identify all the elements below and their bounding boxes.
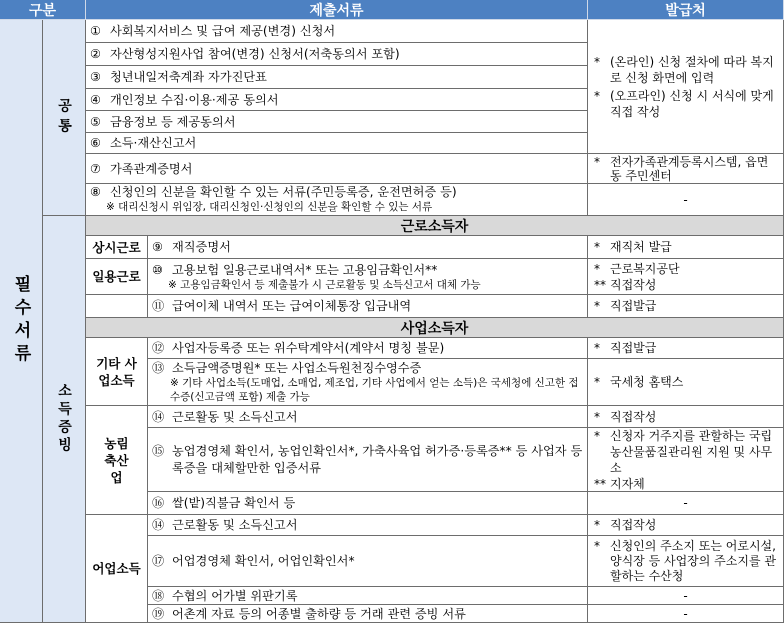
biz-issuer-14b: * 직접작성 bbox=[588, 515, 784, 536]
header-issuer: 발급처 bbox=[588, 0, 784, 20]
biz-doc-16: ⑯ 쌀(밭)직불금 확인서 등 bbox=[148, 492, 588, 515]
biz-issuer-19: - bbox=[588, 605, 784, 623]
common-issuer-family: * 전자가족관계등록시스템, 읍면동 주민센터 bbox=[588, 154, 784, 184]
biz-issuer-17: * 신청인의 주소지 또는 어로시설, 양식장 등 사업장의 주소지를 관할하는 수산청 bbox=[588, 536, 784, 587]
subgroup-fishery: 어업소득 bbox=[86, 515, 148, 623]
labor-doc-10: ⑩ 고용보험 일용근로내역서* 또는 고용임금확인서** ※ 고용임금확인서 등 제출불가 시 근로활동 및 소득신고서 대체 가능 bbox=[148, 259, 588, 295]
labor-issuer-9: * 재직처 발급 bbox=[588, 236, 784, 259]
biz-issuer-18: - bbox=[588, 587, 784, 605]
section-labor: 근로소득자 bbox=[86, 216, 784, 236]
biz-doc-14a: ⑭ 근로활동 및 소득신고서 bbox=[148, 406, 588, 428]
common-doc-8: ⑧ 신청인의 신분을 확인할 수 있는 서류(주민등록증, 운전면허증 등) ※ 대리신청시 위임장, 대리신청인·신청인의 신분을 확인할 수 있는 서류 bbox=[86, 184, 588, 216]
common-doc-6: ⑥ 소득·재산신고서 bbox=[86, 133, 588, 154]
header-documents: 제출서류 bbox=[86, 0, 588, 20]
biz-doc-19: ⑲ 어촌계 자료 등의 어종별 출하량 등 거래 관련 증빙 서류 bbox=[148, 605, 588, 623]
biz-doc-13: ⑬ 소득금액증명원* 또는 사업소득원천징수영수증 ※ 기타 사업소득(도매업, 소매업, 제조업, 기타 사업에서 얻는 소득)은 국세청에 신고한 접수증(신고금액 포함) 제출 가능 bbox=[148, 359, 588, 406]
subgroup-farming: 농림 축산업 bbox=[86, 406, 148, 515]
biz-issuer-13: * 국세청 홈택스 bbox=[588, 359, 784, 406]
common-doc-2: ② 자산형성지원사업 참여(변경) 신청서(저축동의서 포함) bbox=[86, 43, 588, 66]
labor-issuer-10: * 근로복지공단 ** 직접작성 bbox=[588, 259, 784, 295]
labor-issuer-11: * 직접발급 bbox=[588, 295, 784, 318]
common-issuer-form: * (온라인) 신청 절차에 따라 복지로 신청 화면에 입력 * (오프라인) 신청 시 서식에 맞게 직접 작성 bbox=[588, 20, 784, 154]
header-category: 구분 bbox=[0, 0, 86, 20]
biz-issuer-12: * 직접발급 bbox=[588, 338, 784, 359]
subgroup-regular: 상시근로 bbox=[86, 236, 148, 259]
group-common: 공통 bbox=[43, 20, 86, 216]
section-business: 사업소득자 bbox=[86, 318, 784, 338]
labor-doc-9: ⑨ 재직증명서 bbox=[148, 236, 588, 259]
biz-doc-18: ⑱ 수협의 어가별 위판기록 bbox=[148, 587, 588, 605]
biz-issuer-16: - bbox=[588, 492, 784, 515]
common-doc-1: ① 사회복지서비스 및 급여 제공(변경) 신청서 bbox=[86, 20, 588, 43]
biz-issuer-15: * 신청자 거주지를 관할하는 국립농산물품질관리원 지원 및 사무소 ** 지자체 bbox=[588, 428, 784, 492]
biz-doc-12: ⑫ 사업자등록증 또는 위수탁계약서(계약서 명칭 불문) bbox=[148, 338, 588, 359]
subgroup-daily-blank bbox=[86, 295, 148, 318]
subgroup-daily: 일용근로 bbox=[86, 259, 148, 295]
biz-issuer-14a: * 직접작성 bbox=[588, 406, 784, 428]
common-issuer-id: - bbox=[588, 184, 784, 216]
common-doc-7: ⑦ 가족관계증명서 bbox=[86, 154, 588, 184]
common-doc-3: ③ 청년내일저축계좌 자가진단표 bbox=[86, 66, 588, 89]
labor-doc-11: ⑪ 급여이체 내역서 또는 급여이체통장 입금내역 bbox=[148, 295, 588, 318]
common-doc-5: ⑤ 금융정보 등 제공동의서 bbox=[86, 111, 588, 133]
biz-doc-17: ⑰ 어업경영체 확인서, 어업인확인서* bbox=[148, 536, 588, 587]
biz-doc-15: ⑮ 농업경영체 확인서, 농업인확인서*, 가축사육업 허가증·등록증** 등 사업자 등록증을 대체할만한 입증서류 bbox=[148, 428, 588, 492]
group-required: 필수서류 bbox=[0, 20, 43, 623]
biz-doc-14b: ⑭ 근로활동 및 소득신고서 bbox=[148, 515, 588, 536]
group-income-proof: 소득증빙 bbox=[43, 216, 86, 623]
subgroup-other-biz: 기타 사업소득 bbox=[86, 338, 148, 406]
common-doc-4: ④ 개인정보 수집·이용·제공 동의서 bbox=[86, 89, 588, 111]
